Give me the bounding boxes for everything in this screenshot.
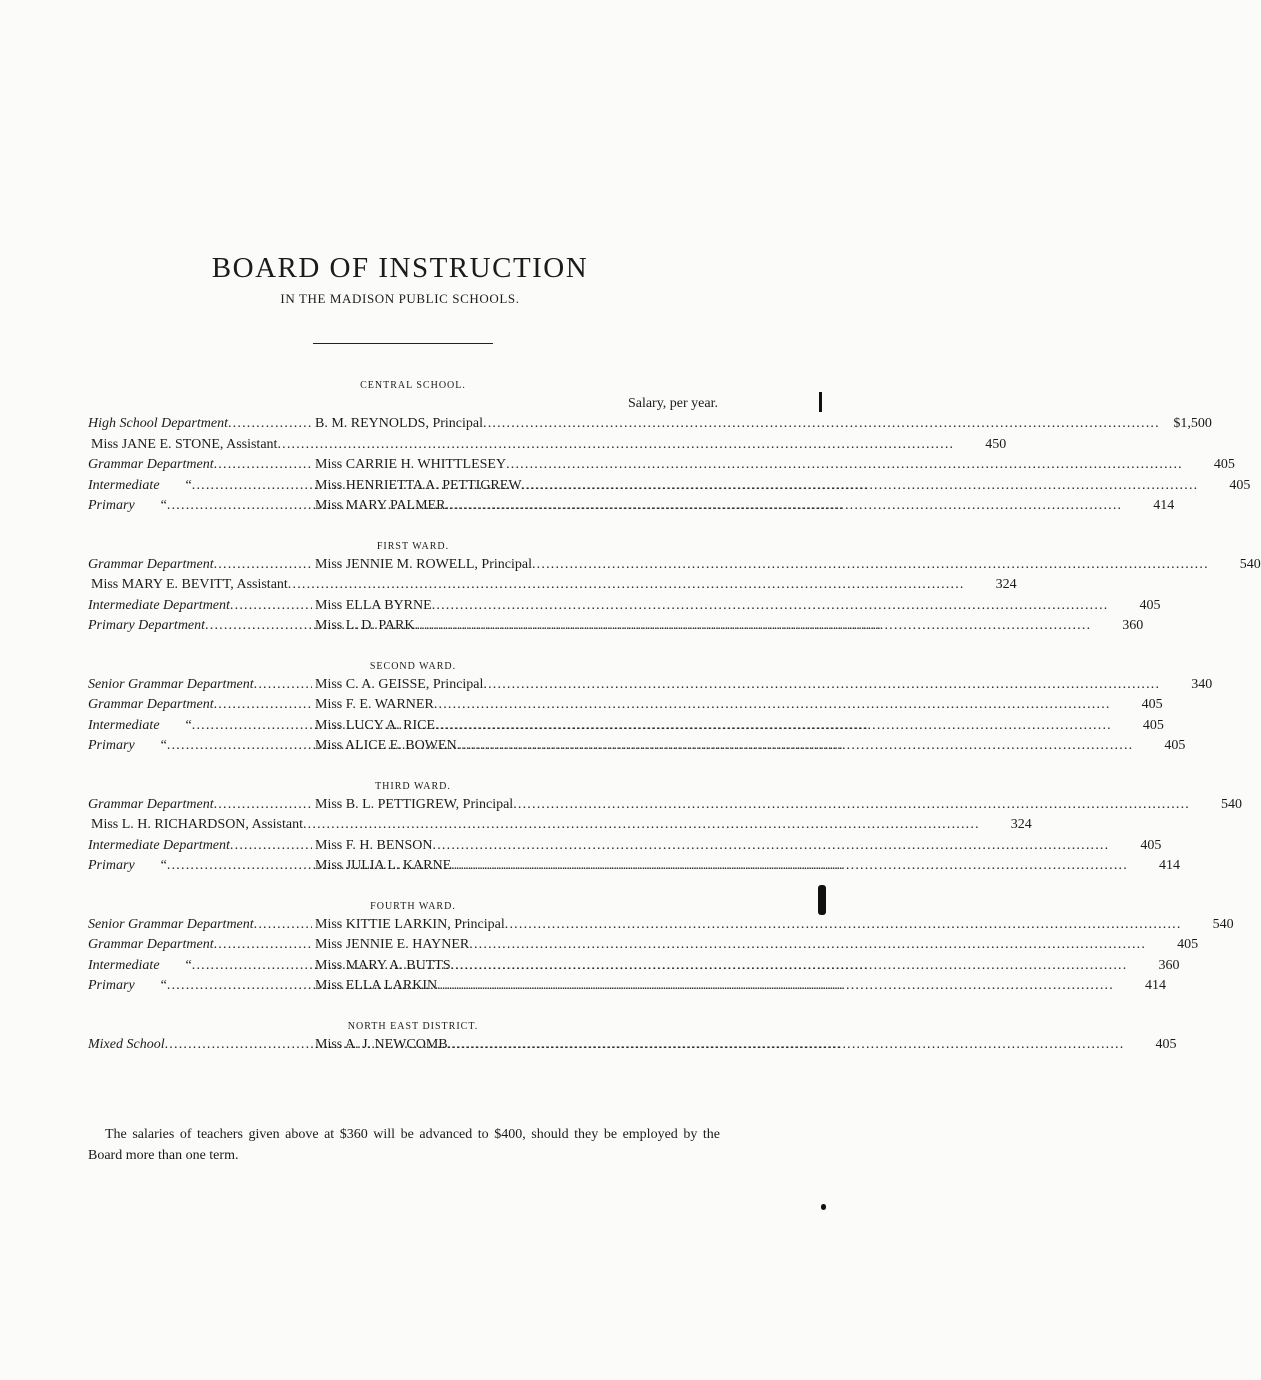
department-cell (88, 716, 312, 737)
table-row (88, 815, 1032, 836)
dot-leader (432, 596, 1109, 617)
department-label: Grammar Department (88, 556, 214, 572)
salary-amount: 405 (1142, 717, 1164, 733)
dot-leader (451, 956, 1128, 977)
dot-leader (433, 836, 1110, 857)
department-label: Intermediate (88, 717, 160, 733)
department-label: Senior Grammar Department (88, 676, 254, 692)
department-cell (88, 795, 312, 816)
teacher-name: Miss C. A. GEISSE, Principal (315, 676, 484, 692)
teacher-cell (312, 455, 1183, 476)
department-cell (88, 555, 312, 576)
salary-amount: 540 (1221, 796, 1243, 812)
dot-leader (457, 736, 1134, 757)
section-gap (88, 877, 718, 899)
dot-leader (254, 915, 312, 936)
dot-leader (451, 856, 1128, 877)
dot-leader (214, 455, 312, 476)
section-heading: SECOND WARD. (369, 660, 457, 672)
teacher-name: Miss MARY A. BUTTS (315, 957, 451, 973)
teacher-cell (312, 675, 1160, 696)
table-row (88, 476, 1251, 497)
department-label: Primary (88, 858, 135, 873)
salary-table (88, 378, 1261, 1055)
dot-leader (254, 675, 312, 696)
teacher-cell (312, 476, 1198, 497)
department-label: Intermediate (88, 957, 160, 973)
department-label: Intermediate Department (88, 597, 230, 613)
table-row (88, 956, 1180, 977)
teacher-cell (312, 496, 1122, 517)
salary-amount: 405 (1141, 697, 1163, 712)
scan-mark (821, 1204, 826, 1210)
teacher-cell (312, 836, 1109, 857)
teacher-name: Miss A. J. NEWCOMB (315, 1036, 448, 1052)
teacher-cell (88, 575, 965, 596)
department-label: Primary (88, 738, 135, 753)
table-row (88, 675, 1213, 696)
dot-leader (303, 815, 980, 836)
table-row (88, 935, 1199, 956)
teacher-name: Miss HENRIETTA A. PETTIGREW (315, 477, 522, 493)
section-heading: THIRD WARD. (375, 780, 451, 792)
dot-leader (483, 675, 1160, 696)
teacher-cell (88, 435, 954, 456)
department-cell (88, 915, 312, 936)
dot-leader (469, 935, 1146, 956)
salary-amount: 360 (1158, 957, 1180, 973)
salary-amount: 405 (1164, 738, 1186, 753)
department-label: High School Department (88, 416, 228, 431)
dot-leader (532, 555, 1209, 576)
teacher-name: Miss ELLA BYRNE (315, 597, 432, 613)
ditto-mark: “ (185, 477, 192, 493)
teacher-name: Miss ELLA LARKIN (315, 978, 438, 993)
department-cell (88, 476, 312, 497)
dot-leader (506, 455, 1183, 476)
department-cell (88, 675, 312, 696)
table-row (88, 736, 1186, 757)
teacher-name: Miss L. D. PARK (315, 618, 415, 633)
teacher-name: Miss L. H. RICHARDSON, Assistant (91, 817, 303, 832)
table-row (88, 836, 1162, 857)
dot-leader (288, 575, 965, 596)
table-row (88, 414, 1212, 435)
teacher-cell (312, 596, 1109, 617)
ditto-mark: “ (160, 858, 167, 873)
department-label: Senior Grammar Department (88, 916, 254, 932)
salary-note: The salaries of teachers given above at $360 will be advanced to $400, should they be employed by the Board more than one term. (88, 1127, 720, 1163)
dot-leader (230, 836, 312, 857)
section-gap (88, 637, 718, 659)
teacher-cell (312, 736, 1133, 757)
ditto-mark: “ (185, 957, 192, 973)
ditto-mark: “ (160, 498, 167, 513)
table-row (88, 596, 1161, 617)
table-row (88, 496, 1175, 517)
department-label: Primary Department (88, 618, 206, 633)
salary-column-heading: Salary, per year. (627, 396, 718, 411)
teacher-cell (312, 856, 1128, 877)
teacher-cell (312, 716, 1112, 737)
table-row (88, 575, 1017, 596)
salary-amount: 405 (1229, 477, 1251, 493)
department-label: Mixed School (88, 1036, 165, 1052)
dot-leader (277, 435, 954, 456)
department-cell (88, 935, 312, 956)
dot-leader (513, 795, 1190, 816)
department-cell (88, 414, 312, 435)
department-cell (88, 455, 312, 476)
department-label: Grammar Department (88, 796, 214, 812)
salary-amount: 540 (1212, 916, 1234, 932)
table-row (88, 455, 1235, 476)
teacher-name: Miss F. H. BENSON (315, 837, 433, 853)
department-cell (88, 695, 312, 716)
salary-amount: 324 (1010, 817, 1032, 832)
department-label: Primary (88, 978, 135, 993)
teacher-name: Miss ALICE E. BOWEN (315, 738, 457, 753)
dot-leader (214, 935, 312, 956)
dot-leader (483, 414, 1160, 435)
department-cell (88, 956, 312, 977)
teacher-cell (312, 795, 1190, 816)
dot-leader (522, 476, 1199, 497)
teacher-name: Miss JULIA L. KARNE (315, 858, 452, 873)
table-row (88, 856, 1180, 877)
dot-leader (445, 496, 1122, 517)
teacher-name: Miss CARRIE H. WHITTLESEY (315, 457, 507, 472)
salary-amount: 405 (1213, 457, 1235, 472)
dot-leader (435, 716, 1112, 737)
salary-amount: $1,500 (1173, 416, 1212, 431)
dot-leader (437, 976, 1114, 997)
department-cell (88, 836, 312, 857)
teacher-cell (312, 414, 1160, 435)
page-subtitle: IN THE MADISON PUBLIC SCHOOLS. (280, 291, 520, 306)
teacher-cell (312, 935, 1146, 956)
salary-amount: 360 (1122, 618, 1144, 633)
title-divider (313, 343, 493, 344)
department-cell (88, 616, 312, 637)
salary-amount: 405 (1177, 937, 1199, 952)
section-heading: CENTRAL SCHOOL. (360, 380, 466, 391)
dot-leader (214, 555, 312, 576)
teacher-cell (312, 695, 1111, 716)
department-label: Grammar Department (88, 457, 214, 472)
scan-mark (818, 885, 826, 915)
teacher-name: Miss B. L. PETTIGREW, Principal (315, 796, 514, 812)
department-cell (88, 1035, 312, 1056)
department-label: Grammar Department (88, 937, 214, 952)
table-row (88, 915, 1234, 936)
salary-amount: 414 (1153, 498, 1175, 513)
dot-leader (434, 695, 1111, 716)
salary-amount: 405 (1140, 837, 1162, 853)
salary-amount: 405 (1139, 597, 1161, 613)
table-row (88, 795, 1243, 816)
teacher-name: Miss JENNIE E. HAYNER (315, 937, 470, 952)
dot-leader (228, 414, 312, 435)
teacher-name: Miss JENNIE M. ROWELL, Principal (315, 556, 532, 572)
table-row (88, 695, 1163, 716)
salary-amount: 414 (1144, 978, 1166, 993)
department-cell (88, 976, 312, 997)
ditto-mark: “ (185, 717, 192, 733)
teacher-name: Miss MARY E. BEVITT, Assistant (91, 577, 288, 592)
department-cell (88, 856, 312, 877)
teacher-name: Miss JANE E. STONE, Assistant (91, 436, 278, 452)
section-heading: FOURTH WARD. (370, 900, 456, 912)
teacher-name: Miss KITTIE LARKIN, Principal (315, 916, 505, 932)
table-row (88, 716, 1164, 737)
section-heading: NORTH EAST DISTRICT. (347, 1020, 479, 1032)
table-row (88, 1035, 1177, 1056)
section-gap (88, 757, 718, 779)
page-title: BOARD OF INSTRUCTION (211, 252, 589, 284)
salary-amount: 405 (1155, 1036, 1177, 1052)
teacher-name: Miss LUCY A. RICE (315, 717, 436, 733)
dot-leader (448, 1035, 1125, 1056)
teacher-cell (88, 815, 980, 836)
teacher-cell (312, 956, 1127, 977)
salary-amount: 414 (1158, 858, 1180, 873)
department-label: Intermediate (88, 477, 160, 493)
teacher-cell (312, 616, 1091, 637)
table-row (88, 976, 1166, 997)
salary-amount: 324 (995, 577, 1017, 592)
section-heading: FIRST WARD. (376, 540, 450, 552)
dot-leader (214, 795, 312, 816)
salary-amount: 540 (1239, 556, 1261, 572)
dot-leader (230, 596, 312, 617)
department-label: Grammar Department (88, 697, 214, 712)
table-row (88, 555, 1261, 576)
teacher-cell (312, 915, 1182, 936)
section-gap (88, 997, 718, 1019)
salary-amount: 340 (1191, 676, 1213, 692)
dot-leader (214, 695, 312, 716)
dot-leader (414, 616, 1091, 637)
department-cell (88, 736, 312, 757)
department-label: Intermediate Department (88, 837, 230, 853)
department-cell (88, 496, 312, 517)
ditto-mark: “ (160, 738, 167, 753)
salary-amount: 450 (985, 436, 1007, 452)
teacher-name: B. M. REYNOLDS, Principal (315, 416, 483, 431)
teacher-cell (312, 555, 1209, 576)
teacher-name: Miss F. E. WARNER (315, 697, 434, 712)
table-row (88, 435, 1007, 456)
department-label: Primary (88, 498, 135, 513)
section-gap (88, 517, 718, 539)
department-cell (88, 596, 312, 617)
table-row (88, 616, 1144, 637)
scan-mark (819, 392, 822, 412)
ditto-mark: “ (160, 978, 167, 993)
dot-leader (505, 915, 1182, 936)
teacher-cell (312, 1035, 1124, 1056)
teacher-cell (312, 976, 1114, 997)
teacher-name: Miss MARY PALMER (315, 498, 446, 513)
